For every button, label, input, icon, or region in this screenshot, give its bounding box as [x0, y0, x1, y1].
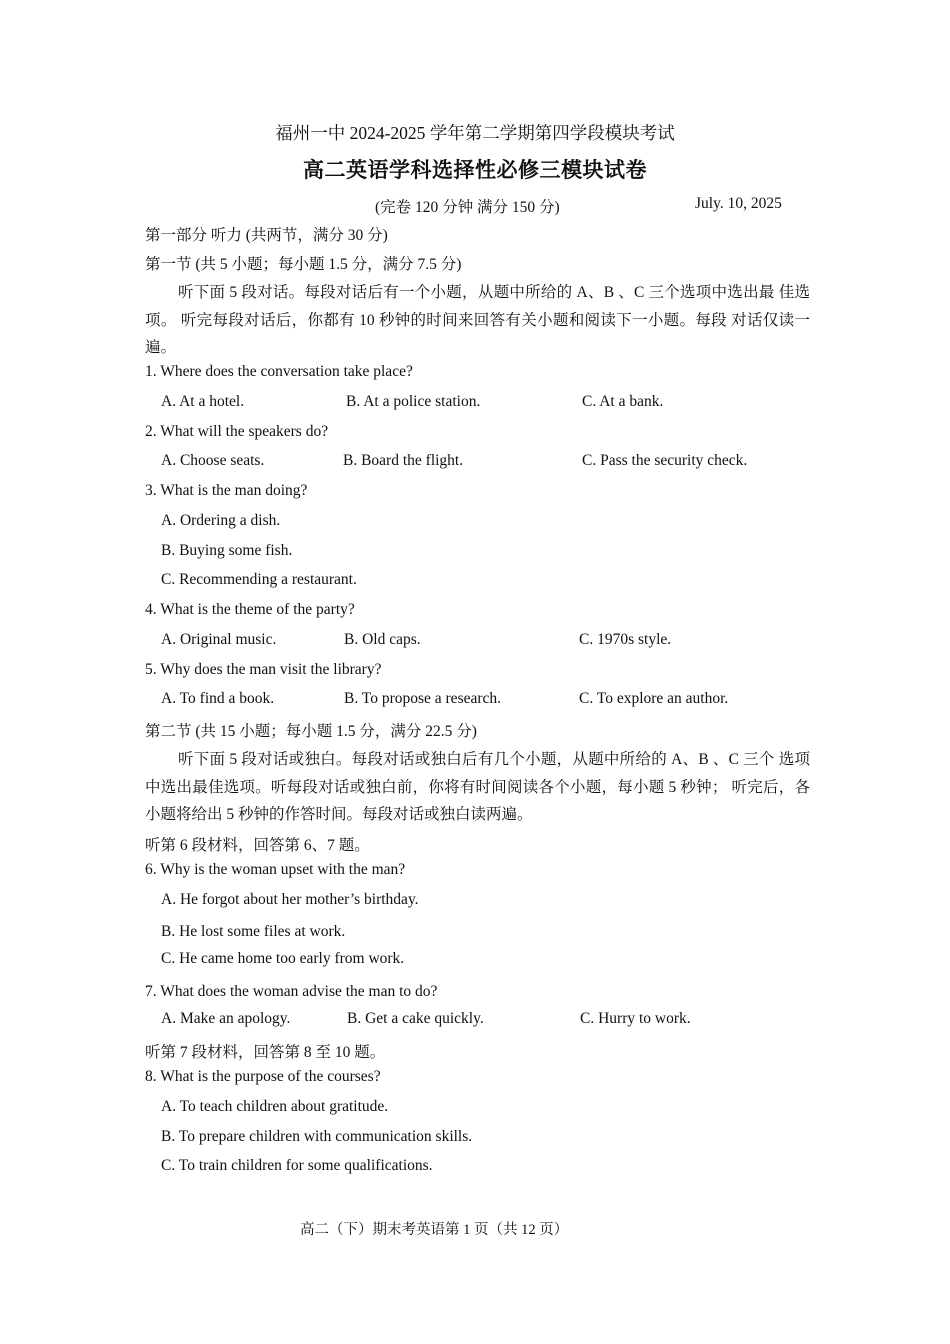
- material-note-6: 听第 6 段材料，回答第 6、7 题。: [145, 837, 370, 854]
- option-a: A. Choose seats.: [161, 452, 265, 469]
- option-a: A. To find a book.: [161, 690, 275, 707]
- material-note-7: 听第 7 段材料，回答第 8 至 10 题。: [145, 1044, 386, 1061]
- question-stem: 5. Why does the man visit the library?: [145, 661, 382, 678]
- option-b: B. To propose a research.: [344, 690, 502, 707]
- option-b: B. To prepare children with communication skills.: [161, 1128, 473, 1145]
- paper-title: 高二英语学科选择性必修三模块试卷: [303, 158, 647, 182]
- question-stem: 6. Why is the woman upset with the man?: [145, 861, 406, 878]
- option-b: B. Board the flight.: [343, 452, 464, 469]
- option-c: C. He came home too early from work.: [161, 950, 405, 967]
- option-c: C. Recommending a restaurant.: [161, 571, 357, 588]
- part1-heading: 第一部分 听力 (共两节，满分 30 分): [145, 227, 388, 244]
- option-c: C. At a bank.: [582, 393, 664, 410]
- option-a: A. He forgot about her mother’s birthday.: [161, 891, 419, 908]
- question-stem: 2. What will the speakers do?: [145, 423, 329, 440]
- exam-date: July. 10, 2025: [695, 195, 782, 212]
- option-a: A. Original music.: [161, 631, 277, 648]
- page-footer: 高二（下）期末考英语第 1 页（共 12 页）: [300, 1222, 569, 1238]
- section2-instructions: 听下面 5 段对话或独白。每段对话或独白后有几个小题，从题中所给的 A、B 、C 三个 选项中选出最佳选项。听每段对话或独白前，你将有时间阅读各个小题，每小题 5 秒钟； 听完后，各小题将给出 5 秒钟的作答时间。每段对话或独白读两遍。: [145, 751, 810, 823]
- question-stem: 1. Where does the conversation take place?: [145, 363, 413, 380]
- section1-instructions: 听下面 5 段对话。每段对话后有一个小题，从题中所给的 A、B 、C 三个选项中选出最 佳选项。 听完每段对话后，你都有 10 秒钟的时间来回答有关小题和阅读下一小题。每段 对话仅读一遍。: [145, 284, 810, 356]
- option-b: B. Buying some fish.: [161, 542, 293, 559]
- question-stem: 4. What is the theme of the party?: [145, 601, 355, 618]
- option-b: B. Get a cake quickly.: [347, 1010, 484, 1027]
- option-a: A. Ordering a dish.: [161, 512, 281, 529]
- section1-heading: 第一节 (共 5 小题；每小题 1.5 分，满分 7.5 分): [145, 256, 462, 273]
- question-stem: 3. What is the man doing?: [145, 482, 308, 499]
- question-stem: 8. What is the purpose of the courses?: [145, 1068, 381, 1085]
- option-c: C. To train children for some qualifications.: [161, 1157, 433, 1174]
- exam-info: (完卷 120 分钟 满分 150 分): [375, 199, 560, 216]
- section2-heading: 第二节 (共 15 小题；每小题 1.5 分，满分 22.5 分): [145, 723, 477, 740]
- question-stem: 7. What does the woman advise the man to do?: [145, 983, 438, 1000]
- option-b: B. At a police station.: [346, 393, 481, 410]
- option-b: B. He lost some files at work.: [161, 923, 346, 940]
- option-c: C. Pass the security check.: [582, 452, 748, 469]
- option-c: C. 1970s style.: [579, 631, 672, 648]
- option-c: C. Hurry to work.: [580, 1010, 691, 1027]
- option-a: A. To teach children about gratitude.: [161, 1098, 389, 1115]
- option-a: A. At a hotel.: [161, 393, 245, 410]
- option-b: B. Old caps.: [344, 631, 421, 648]
- option-c: C. To explore an author.: [579, 690, 729, 707]
- school-title: 福州一中 2024-2025 学年第二学期第四学段模块考试: [275, 123, 675, 143]
- option-a: A. Make an apology.: [161, 1010, 291, 1027]
